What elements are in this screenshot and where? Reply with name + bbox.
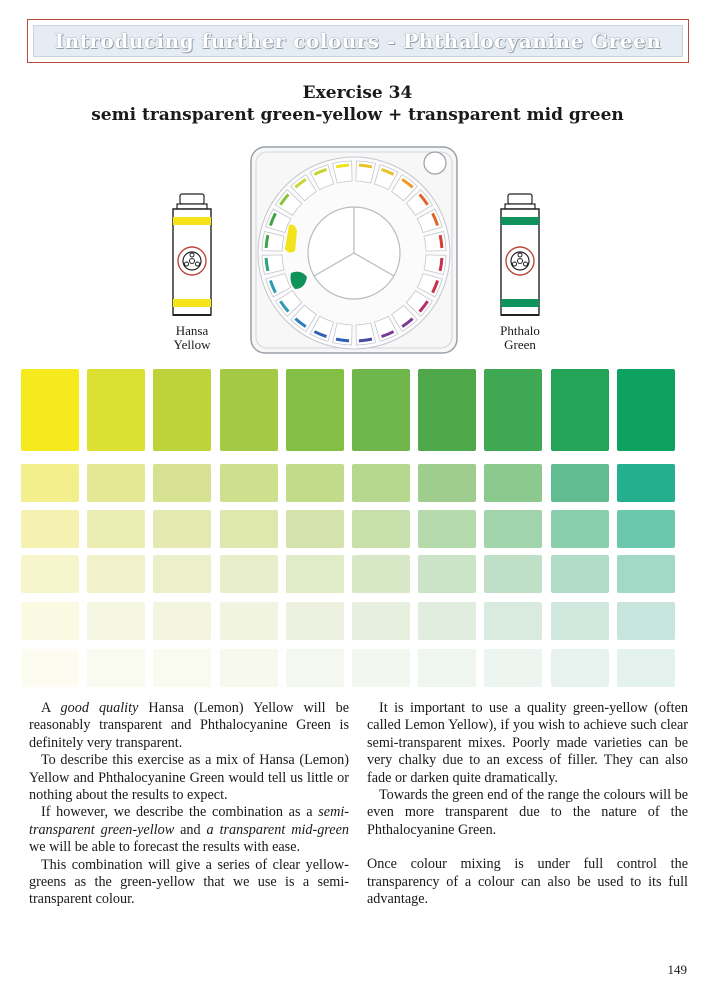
left-tube-label bbox=[152, 324, 232, 352]
swatch-tint bbox=[617, 555, 675, 593]
swatch-tint bbox=[617, 602, 675, 640]
paragraph-text: Towards the green end of the range the colours will be even more transparent due to the nature of the Phthalocyanine Green. bbox=[367, 787, 688, 838]
phthalo-green-tube-icon bbox=[495, 193, 545, 321]
swatch-tint bbox=[21, 464, 79, 502]
swatch-tint bbox=[617, 464, 675, 502]
paragraph-gap bbox=[367, 839, 688, 856]
right-tube-label-line1: Phthalo bbox=[500, 323, 540, 338]
swatch-tint bbox=[153, 602, 211, 640]
swatch-tint bbox=[418, 602, 476, 640]
left-tube-label-line2: Yellow bbox=[173, 337, 211, 352]
swatch-tint bbox=[21, 555, 79, 593]
exercise-number: Exercise 34 bbox=[302, 83, 413, 103]
swatch-tint bbox=[352, 555, 410, 593]
right-tube-label bbox=[480, 324, 560, 352]
swatch-tint bbox=[551, 649, 609, 687]
swatch-tint bbox=[286, 555, 344, 593]
swatch-tint bbox=[286, 602, 344, 640]
swatch-full-strength bbox=[220, 369, 278, 451]
swatch-tint bbox=[484, 464, 542, 502]
swatch-tint bbox=[418, 464, 476, 502]
title-banner-inner bbox=[33, 25, 683, 57]
page-number: 149 bbox=[667, 962, 687, 977]
swatch-full-strength bbox=[153, 369, 211, 451]
swatch-tint bbox=[87, 602, 145, 640]
swatch-tint bbox=[551, 555, 609, 593]
swatch-full-strength bbox=[87, 369, 145, 451]
banner-title: Introducing further colours - Phthalocyanine Green bbox=[54, 29, 662, 53]
right-tube-label-line2: Green bbox=[504, 337, 536, 352]
paragraph-text: It is important to use a quality green-yellow (often called Lemon Yellow), if you wish to achieve such clear semi-transparent mixes. Poorly made varieties can be very chalky due to an excess of filler. They can also fade or darken quite dramatically. bbox=[367, 700, 688, 786]
paragraph-text: and bbox=[174, 821, 207, 838]
swatch-tint bbox=[551, 510, 609, 548]
right-text-column bbox=[367, 700, 688, 908]
swatch-tint bbox=[87, 464, 145, 502]
swatch-tint bbox=[87, 510, 145, 548]
body-paragraph bbox=[367, 787, 688, 839]
swatch-tint bbox=[220, 464, 278, 502]
swatch-tint bbox=[484, 602, 542, 640]
italic-text: good quality bbox=[60, 700, 139, 716]
exercise-subtitle: semi transparent green-yellow + transparent mid green bbox=[91, 105, 624, 125]
swatch-tint bbox=[352, 602, 410, 640]
paragraph-text: Hansa (Lemon) Yellow will be reasonably transparent and Phthalocyanine Green is definitely very transparent. bbox=[29, 700, 350, 751]
swatch-full-strength bbox=[418, 369, 476, 451]
body-paragraph bbox=[367, 856, 688, 908]
hansa-yellow-tube-icon bbox=[167, 193, 217, 321]
body-paragraph bbox=[29, 804, 349, 856]
swatch-tint bbox=[352, 510, 410, 548]
swatch-tint bbox=[153, 649, 211, 687]
swatch-tint bbox=[153, 555, 211, 593]
swatch-tint bbox=[87, 555, 145, 593]
swatch-full-strength bbox=[21, 369, 79, 451]
swatch-tint bbox=[220, 649, 278, 687]
swatch-tint bbox=[286, 464, 344, 502]
paragraph-text: This combination will give a series of clear yellow-greens as the green-yellow that we use is a semi-transparent colour. bbox=[29, 856, 349, 908]
paragraph-text: Once colour mixing is under full control the transparency of a colour can also be used to its full advantage. bbox=[367, 856, 688, 908]
paragraph-text: To describe this exercise as a mix of Hansa (Lemon) Yellow and Phthalocyanine Green would tell us little or nothing about the results to expect. bbox=[29, 752, 349, 804]
swatch-tint bbox=[153, 510, 211, 548]
swatch-tint bbox=[220, 602, 278, 640]
paragraph-text: If however, we describe the combination as a bbox=[41, 804, 319, 821]
swatch-tint bbox=[551, 464, 609, 502]
title-banner bbox=[27, 19, 689, 63]
swatch-tint bbox=[484, 510, 542, 548]
swatch-tint bbox=[87, 649, 145, 687]
body-paragraph bbox=[367, 700, 688, 787]
swatch-tint bbox=[484, 649, 542, 687]
swatch-tint bbox=[551, 602, 609, 640]
italic-text: semi-transparent green-yellow bbox=[29, 804, 349, 838]
swatch-tint bbox=[617, 649, 675, 687]
swatch-tint bbox=[286, 510, 344, 548]
swatch-tint bbox=[617, 510, 675, 548]
swatch-tint bbox=[21, 649, 79, 687]
body-paragraph bbox=[29, 857, 349, 909]
swatch-full-strength bbox=[617, 369, 675, 451]
swatch-tint bbox=[484, 555, 542, 593]
body-paragraph bbox=[29, 752, 349, 804]
swatch-tint bbox=[286, 649, 344, 687]
left-text-column bbox=[29, 700, 349, 909]
swatch-tint bbox=[352, 649, 410, 687]
swatch-tint bbox=[220, 510, 278, 548]
swatch-full-strength bbox=[551, 369, 609, 451]
italic-text: a transparent mid-green bbox=[206, 821, 349, 838]
swatch-tint bbox=[352, 464, 410, 502]
paragraph-text: we will be able to forecast the results with ease. bbox=[29, 839, 301, 856]
swatch-tint bbox=[418, 555, 476, 593]
swatch-full-strength bbox=[484, 369, 542, 451]
swatch-full-strength bbox=[352, 369, 410, 451]
swatch-tint bbox=[21, 602, 79, 640]
colour-mix-swatch-grid bbox=[21, 369, 687, 689]
swatch-tint bbox=[153, 464, 211, 502]
body-paragraph bbox=[29, 700, 349, 752]
swatch-tint bbox=[418, 649, 476, 687]
swatch-full-strength bbox=[286, 369, 344, 451]
colour-wheel-palette-icon bbox=[249, 145, 459, 355]
left-tube-label-line1: Hansa bbox=[175, 323, 209, 338]
swatch-tint bbox=[220, 555, 278, 593]
paragraph-text: A bbox=[41, 700, 61, 716]
swatch-tint bbox=[21, 510, 79, 548]
swatch-tint bbox=[418, 510, 476, 548]
